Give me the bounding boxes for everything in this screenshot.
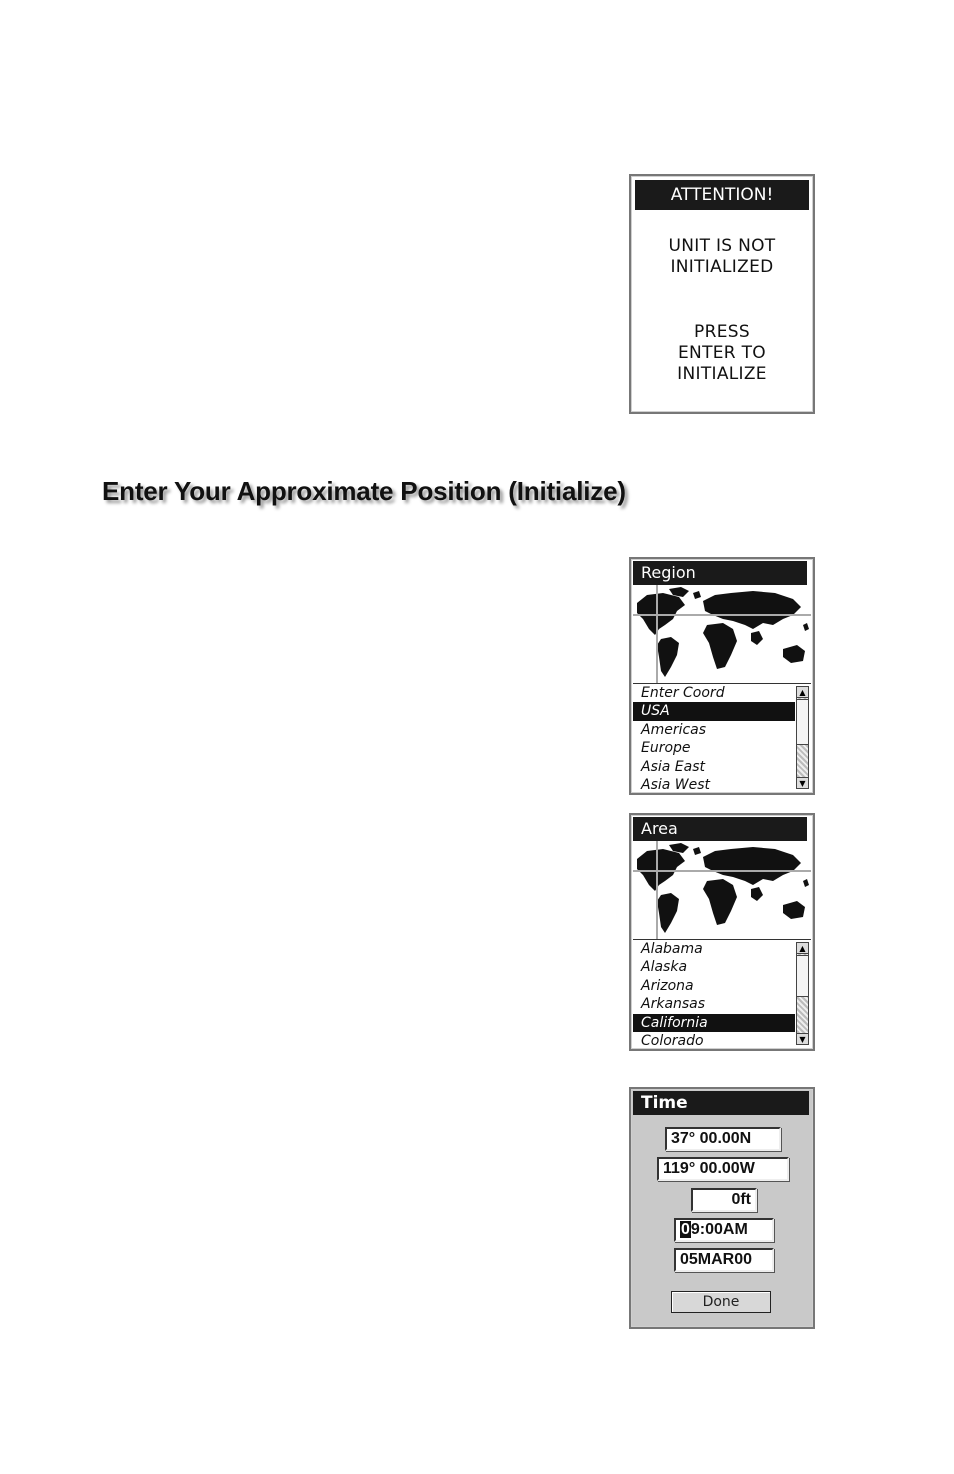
done-button[interactable]: Done xyxy=(671,1291,771,1313)
longitude-field[interactable]: 119° 00.00W xyxy=(657,1157,789,1181)
time-value: 9:00AM xyxy=(690,1221,748,1238)
latitude-field[interactable]: 37° 00.00N xyxy=(665,1127,781,1151)
list-item[interactable]: Colorado xyxy=(641,1032,704,1049)
list-item[interactable]: Arizona xyxy=(641,977,694,994)
list-item[interactable]: Alabama xyxy=(641,941,703,957)
list-item[interactable]: Arkansas xyxy=(641,996,706,1013)
area-title: Area xyxy=(633,817,807,841)
area-scrollbar[interactable] xyxy=(796,942,809,1045)
list-item[interactable]: Asia East xyxy=(641,758,705,775)
scroll-thumb[interactable] xyxy=(797,955,808,997)
scroll-thumb[interactable] xyxy=(797,699,808,745)
altitude-field[interactable]: 0ft xyxy=(691,1188,757,1212)
list-item[interactable]: Asia West xyxy=(641,776,711,793)
section-heading: Enter Your Approximate Position (Initialize) xyxy=(102,476,626,506)
attention-dialog xyxy=(629,174,815,414)
region-items xyxy=(633,684,795,794)
list-item[interactable]: Enter Coord xyxy=(641,685,725,701)
list-item[interactable]: Europe xyxy=(641,740,691,757)
scroll-down-icon[interactable]: ▼ xyxy=(797,777,808,788)
not-initialized-message xyxy=(631,236,813,278)
message-line: PRESS xyxy=(694,322,750,342)
scroll-up-icon[interactable]: ▲ xyxy=(797,687,808,698)
region-scrollbar[interactable] xyxy=(796,686,809,789)
message-line: ENTER TO xyxy=(678,343,766,363)
message-line: INITIALIZED xyxy=(670,257,774,277)
area-items xyxy=(633,940,795,1050)
area-list[interactable] xyxy=(633,939,811,1047)
list-item[interactable]: California xyxy=(633,1014,795,1032)
edit-cursor: 0 xyxy=(681,1221,690,1238)
list-item[interactable]: USA xyxy=(633,702,795,720)
press-enter-message xyxy=(631,322,813,385)
time-title: Time xyxy=(633,1091,809,1115)
world-map-icon xyxy=(633,841,811,939)
area-panel xyxy=(629,813,815,1051)
date-field[interactable]: 05MAR00 xyxy=(674,1248,774,1272)
scroll-down-icon[interactable]: ▼ xyxy=(797,1033,808,1044)
world-map-icon xyxy=(633,585,811,683)
world-map xyxy=(633,585,811,683)
region-panel xyxy=(629,557,815,795)
attention-title: ATTENTION! xyxy=(635,180,809,210)
time-panel xyxy=(629,1087,815,1329)
world-map xyxy=(633,841,811,939)
list-item[interactable]: Alaska xyxy=(641,959,688,976)
region-title: Region xyxy=(633,561,807,585)
message-line: UNIT IS NOT xyxy=(668,236,776,256)
message-line: INITIALIZE xyxy=(677,364,767,384)
list-item[interactable]: Americas xyxy=(641,721,707,738)
scroll-up-icon[interactable]: ▲ xyxy=(797,943,808,954)
region-list[interactable] xyxy=(633,683,811,791)
time-field[interactable] xyxy=(674,1218,774,1242)
